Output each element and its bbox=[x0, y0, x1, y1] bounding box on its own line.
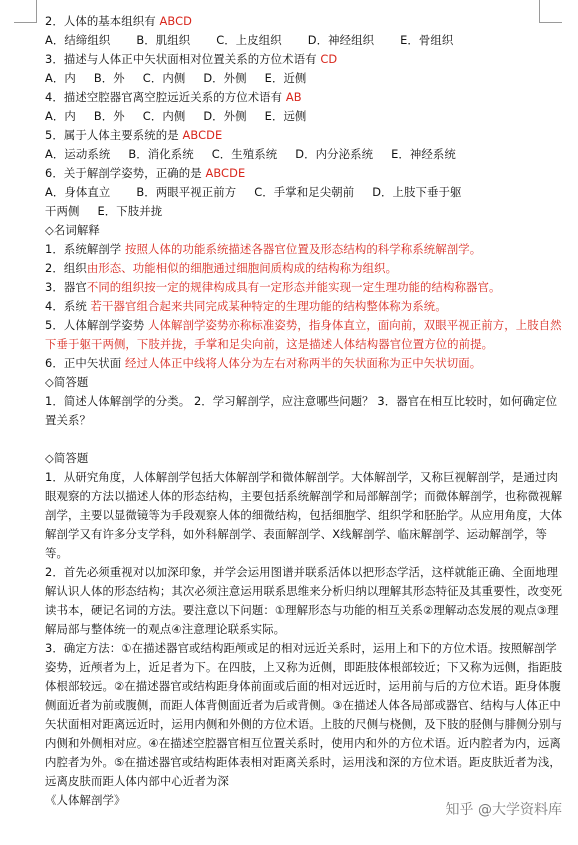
option: A．内 bbox=[45, 109, 76, 123]
question-options bbox=[45, 107, 565, 126]
question-answer: CD bbox=[320, 52, 338, 66]
option: C．内侧 bbox=[142, 109, 186, 123]
section-heading-answers: ◇简答题 bbox=[45, 451, 89, 465]
option: 干两侧 bbox=[45, 204, 80, 218]
option: E．下肢并拢 bbox=[97, 204, 163, 218]
document-page bbox=[45, 12, 565, 810]
corner-mark-left bbox=[14, 0, 37, 23]
option: B．两眼平视正前方 bbox=[136, 185, 237, 199]
question-answer: ABCDE bbox=[182, 128, 223, 142]
option: C．生殖系统 bbox=[211, 147, 278, 161]
answer-paragraph: 3．确定方法：①在描述器官或结构距颅或足的相对远近关系时，运用上和下的方位术语。按照解剖学姿势，近颅者为上，近足者为下。在四肢，上又称为近侧，即距肢体根部较近；下又称为远侧，指距肢体根部较远。②在描述器官或结构距身体前面或后面的相对远近时，运用前与后的方位术语。距身体腹侧面近者为前或腹侧，而距人体背侧面近者为后或背侧。③在描述人体各局部或器官、结构与人体正中矢状面相对距离远近时，运用内侧和外侧的方位术语。上肢的尺侧与桡侧，及下肢的胫侧与腓侧分别与内侧和外侧相对应。④在描述空腔器官相互位置关系时，使用内和外的方位术语。近内腔者为内，远离内腔者为外。⑤在描述器官或结构距体表相对距离关系时，运用浅和深的方位术语。距皮肤近者为浅，远离皮肤而距人体内部中心近者为深 bbox=[45, 641, 563, 788]
term-item: 6．正中矢状面 经过人体正中线将人体分为左右对称两半的矢状面称为正中矢状切面。 bbox=[45, 356, 482, 370]
question-options bbox=[45, 31, 565, 50]
option: A．结缔组织 bbox=[45, 33, 111, 47]
question-answer: AB bbox=[285, 90, 302, 104]
answer-paragraph: 1．从研究角度，人体解剖学包括大体解剖学和微体解剖学。大体解剖学，又称巨视解剖学，是通过肉眼观察的方法以描述人体的形态结构，主要包括系统解剖学和局部解剖学；而微体解剖学，也称微视解剖学，主要以显微镜等为手段观察人体的细微结构，包括细胞学、组织学和胚胎学。从应用角度，大体解剖学又有许多分支学科，如外科解剖学、表面解剖学、X线解剖学、临床解剖学、运动解剖学，等等。 bbox=[45, 470, 563, 560]
book-title: 《人体解剖学》 bbox=[45, 793, 126, 807]
question-stem: 6．关于解剖学姿势，正确的是 ABCDE bbox=[45, 166, 246, 180]
question-options bbox=[45, 183, 565, 202]
option: E．近侧 bbox=[264, 71, 307, 85]
watermark: 知乎 @大学资料库 bbox=[445, 802, 562, 818]
option: B．肌组织 bbox=[136, 33, 191, 47]
option: A．身体直立 bbox=[45, 185, 111, 199]
option: A．内 bbox=[45, 71, 76, 85]
question-stem: 2．人体的基本组织有 ABCD bbox=[45, 14, 193, 28]
option: D．外侧 bbox=[203, 109, 247, 123]
option: D．神经组织 bbox=[307, 33, 375, 47]
option: B．消化系统 bbox=[128, 147, 194, 161]
option: D．上肢下垂于躯 bbox=[372, 185, 462, 199]
option: B．外 bbox=[93, 109, 125, 123]
option: A．运动系统 bbox=[45, 147, 111, 161]
short-question-text: 1．简述人体解剖学的分类。 2．学习解剖学，应注意哪些问题？ 3．器官在相互比较时，如何确定位置关系？ bbox=[45, 394, 558, 427]
question-options bbox=[45, 69, 565, 88]
answer-paragraph: 2．首先必须重视对以加深印象，并学会运用图谱并联系活体以把形态学活，这样就能正确、全面地理解认识人体的形态结构；其次必须注意运用联系思维来分析归纳以理解其形态特征及其重要性，改变死读书本，硬记名词的方法。要注意以下问题：①理解形态与功能的相互关系②理解动态发展的观点③理解局部与整体统一的观点④注意理论联系实际。 bbox=[45, 565, 563, 636]
option: E．远侧 bbox=[264, 109, 307, 123]
term-item: 2．组织由形态、功能相似的细胞通过细胞间质构成的结构称为组织。 bbox=[45, 261, 398, 275]
question-stem: 4．描述空腔器官离空腔远近关系的方位术语有 AB bbox=[45, 90, 302, 104]
term-item: 4．系统 若干器官组合起来共同完成某种特定的生理功能的结构整体称为系统。 bbox=[45, 299, 447, 313]
question-options bbox=[45, 202, 565, 221]
question-answer: ABCD bbox=[159, 14, 193, 28]
question-stem: 5．属于人体主要系统的是 ABCDE bbox=[45, 128, 223, 142]
section-heading-terms: ◇名词解释 bbox=[45, 223, 100, 237]
term-item: 1．系统解剖学 按照人体的功能系统描述各器官位置及形态结构的科学称系统解剖学。 bbox=[45, 242, 482, 256]
option: C．内侧 bbox=[142, 71, 186, 85]
option: E．骨组织 bbox=[400, 33, 454, 47]
option: E．神经系统 bbox=[391, 147, 456, 161]
option: D．内分泌系统 bbox=[295, 147, 374, 161]
option: C．手掌和足尖朝前 bbox=[254, 185, 355, 199]
term-item: 3．器官不同的组织按一定的规律构成具有一定形态并能实现一定生理功能的结构称器官。 bbox=[45, 280, 501, 294]
option: B．外 bbox=[93, 71, 125, 85]
question-answer: ABCDE bbox=[205, 166, 246, 180]
option: D．外侧 bbox=[203, 71, 247, 85]
question-stem: 3．描述与人体正中矢状面相对位置关系的方位术语有 CD bbox=[45, 52, 338, 66]
option: C．上皮组织 bbox=[216, 33, 282, 47]
section-heading-short-questions: ◇简答题 bbox=[45, 375, 89, 389]
term-item: 5．人体解剖学姿势 人体解剖学姿势亦称标准姿势，指身体直立，面向前，双眼平视正前方，上肢自然下垂于躯干两侧，下肢并拢，手掌和足尖向前，这是描述人体结构器官位置方位的前提。 bbox=[45, 318, 562, 351]
question-options bbox=[45, 145, 565, 164]
